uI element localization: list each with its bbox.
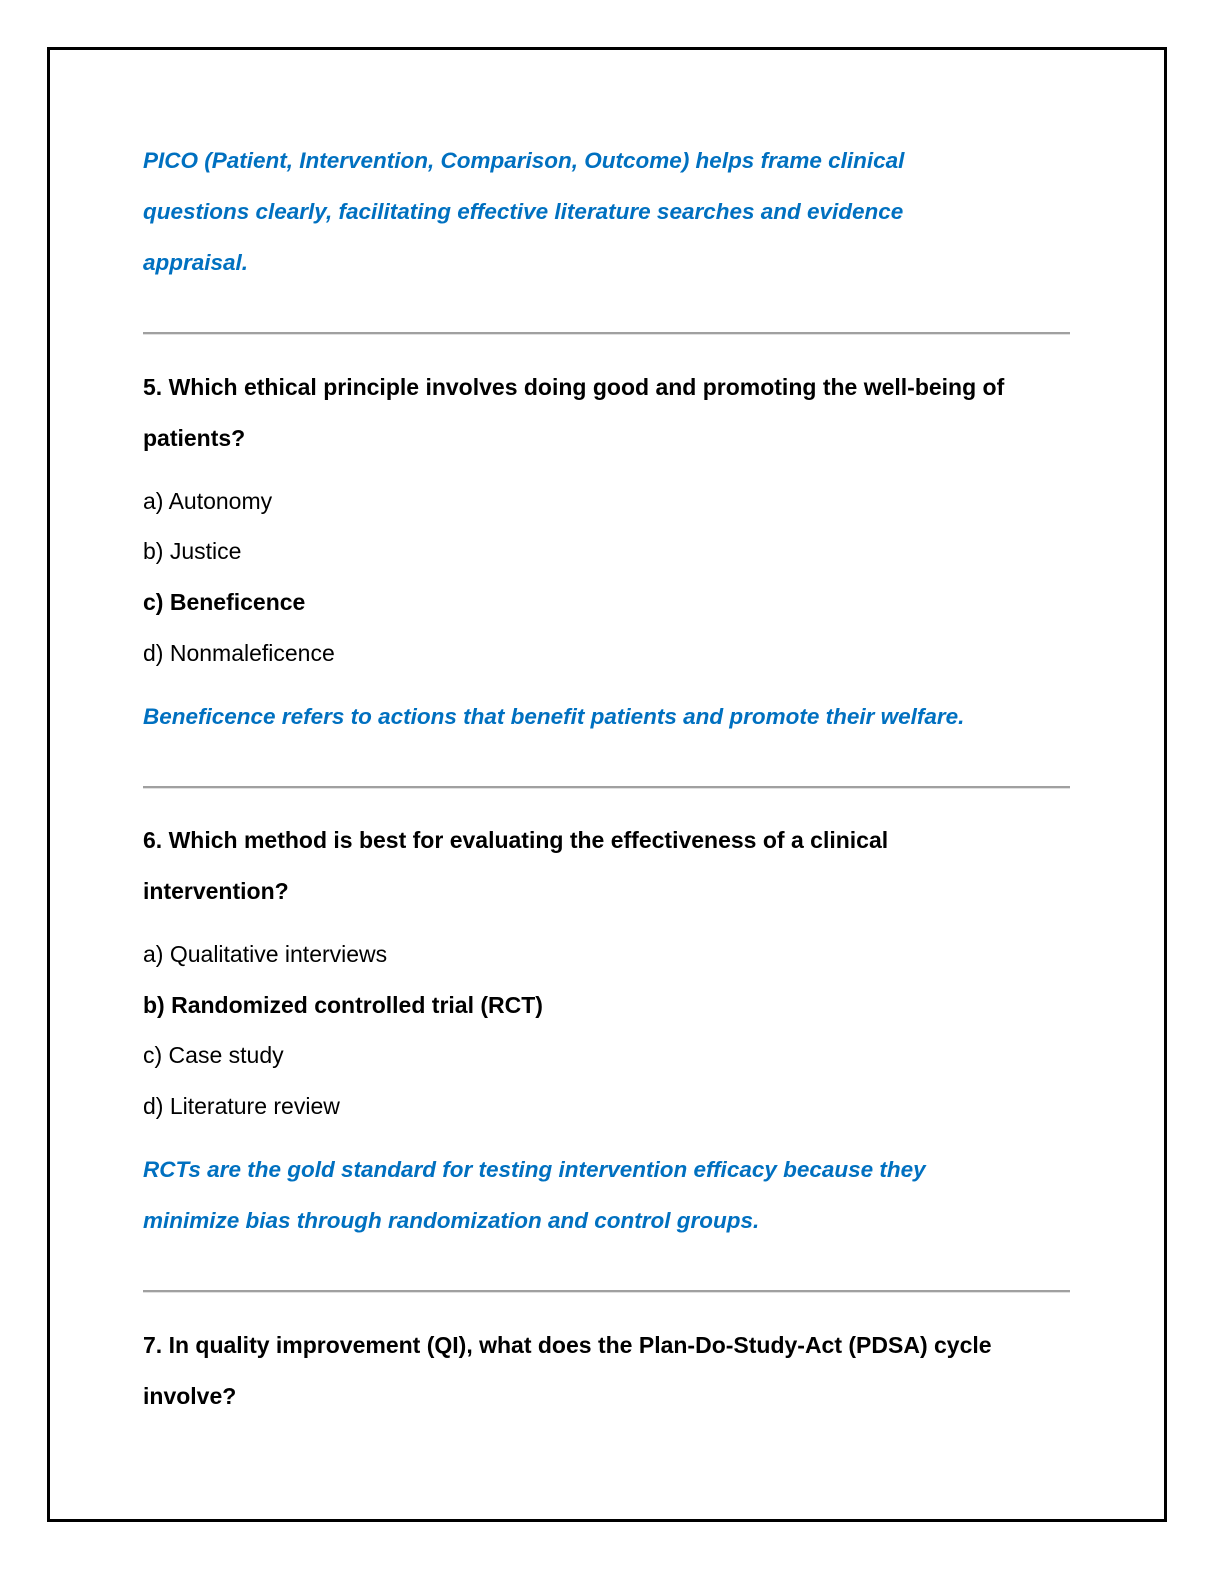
section-divider — [143, 1290, 1070, 1293]
question-6-explanation: RCTs are the gold standard for testing intervention efficacy because they — [143, 1157, 926, 1182]
question-5-text: patients? — [143, 425, 246, 451]
question-6-text: 6. Which method is best for evaluating the effectiveness of a clinical — [143, 827, 889, 853]
option-b-correct: b) Randomized controlled trial (RCT) — [143, 992, 543, 1018]
option-a: a) Autonomy — [143, 488, 273, 514]
option-d: d) Literature review — [143, 1093, 340, 1119]
option-d: d) Nonmaleficence — [143, 640, 335, 666]
explanation-line: PICO (Patient, Intervention, Comparison, Outcome) helps frame clinical — [143, 148, 905, 173]
question-6-text: intervention? — [143, 878, 289, 904]
option-b: b) Justice — [143, 538, 242, 564]
question-5-explanation: Beneficence refers to actions that benefit patients and promote their welfare. — [143, 704, 965, 729]
explanation-line: questions clearly, facilitating effective literature searches and evidence — [143, 199, 904, 224]
option-c-correct: c) Beneficence — [143, 589, 306, 615]
question-6-explanation: minimize bias through randomization and control groups. — [143, 1208, 760, 1233]
section-divider — [143, 786, 1070, 789]
option-a: a) Qualitative interviews — [143, 941, 388, 967]
option-c: c) Case study — [143, 1042, 284, 1068]
question-7-text: involve? — [143, 1383, 237, 1409]
explanation-line: appraisal. — [143, 250, 249, 275]
section-divider — [143, 332, 1070, 335]
question-7-text: 7. In quality improvement (QI), what does the Plan-Do-Study-Act (PDSA) cycle — [143, 1332, 992, 1358]
question-5-text: 5. Which ethical principle involves doing good and promoting the well-being of — [143, 374, 1005, 400]
